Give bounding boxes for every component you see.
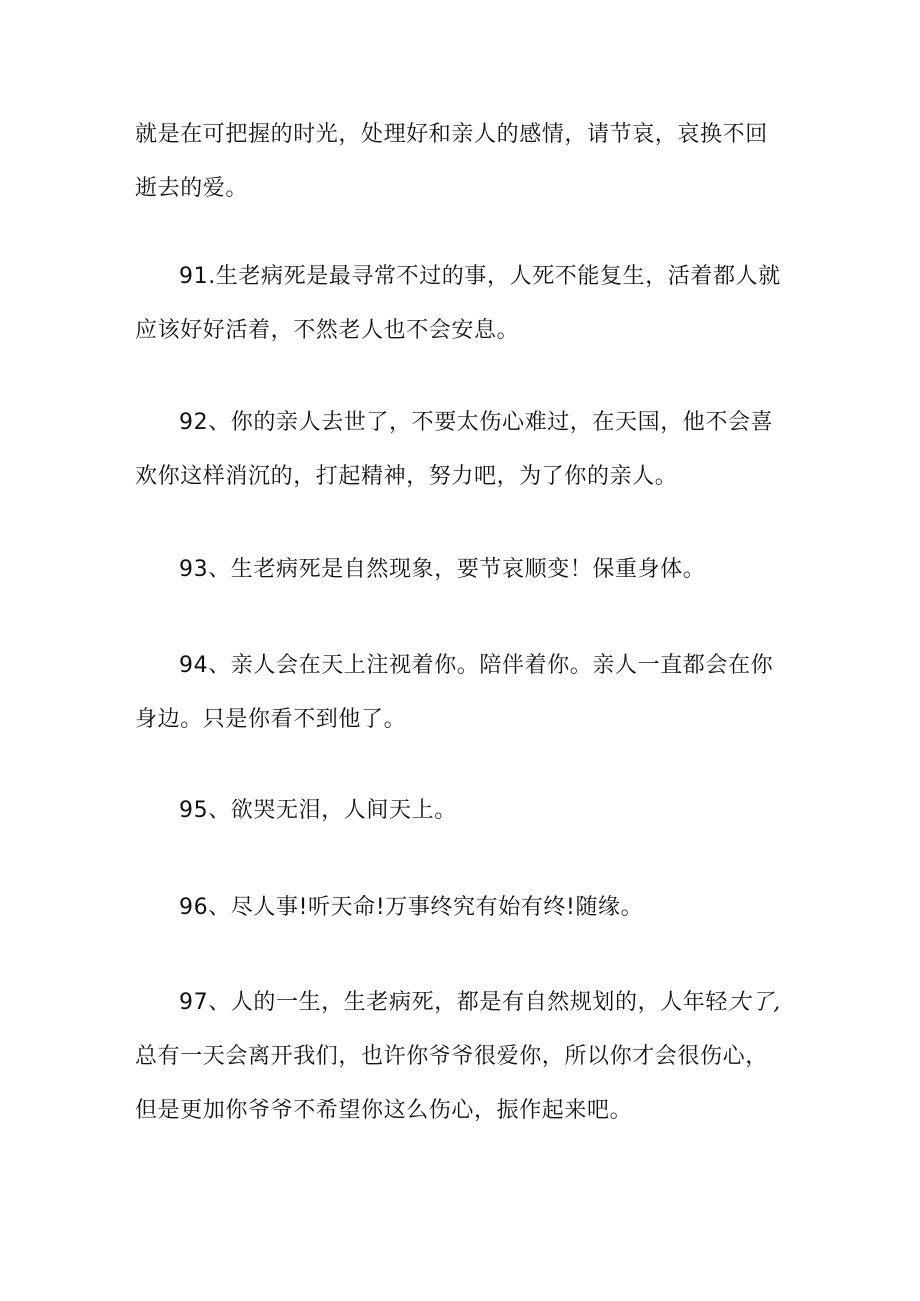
paragraph-93 xyxy=(135,543,795,597)
text-line-main: 97、人的一生，生老病死，都是有自然规划的，人年轻 xyxy=(179,990,728,1015)
paragraph-95 xyxy=(135,784,795,838)
text-line: 92、你的亲人去世了，不要太伤心难过，在天国，他不会喜 xyxy=(179,410,774,435)
text-line: 身边。只是你看不到他了。 xyxy=(135,707,407,732)
text-line: 总有一天会离开我们，也许你爷爷很爱你，所以你才会很伤心， xyxy=(135,1044,768,1069)
paragraph-90-continued xyxy=(135,108,795,216)
text-line: 但是更加你爷爷不希望你这么伤心，振作起来吧。 xyxy=(135,1098,633,1123)
text-line: 96、尽人事!听天命!万事终究有始有终!随缘。 xyxy=(179,895,644,920)
paragraph-92 xyxy=(135,396,795,504)
text-line: 95、欲哭无泪，人间天上。 xyxy=(179,798,457,823)
text-line-italic-tail: 大了, xyxy=(728,990,781,1015)
text-line: 应该好好活着，不然老人也不会安息。 xyxy=(135,318,520,343)
text-line xyxy=(135,976,795,1030)
text-line: 91.生老病死是最寻常不过的事，人死不能复生，活着都人就 xyxy=(179,264,781,289)
paragraph-96 xyxy=(135,881,795,935)
paragraph-91 xyxy=(135,250,795,358)
text-line: 94、亲人会在天上注视着你。陪伴着你。亲人一直都会在你 xyxy=(179,653,774,678)
paragraph-94 xyxy=(135,639,795,747)
text-line: 逝去的爱。 xyxy=(135,176,249,201)
text-line: 就是在可把握的时光，处理好和亲人的感情，请节哀，哀换不回 xyxy=(135,122,768,147)
text-line: 欢你这样消沉的，打起精神，努力吧，为了你的亲人。 xyxy=(135,464,678,489)
paragraph-97 xyxy=(135,976,795,1138)
text-line: 93、生老病死是自然现象，要节哀顺变！保重身体。 xyxy=(179,557,706,582)
